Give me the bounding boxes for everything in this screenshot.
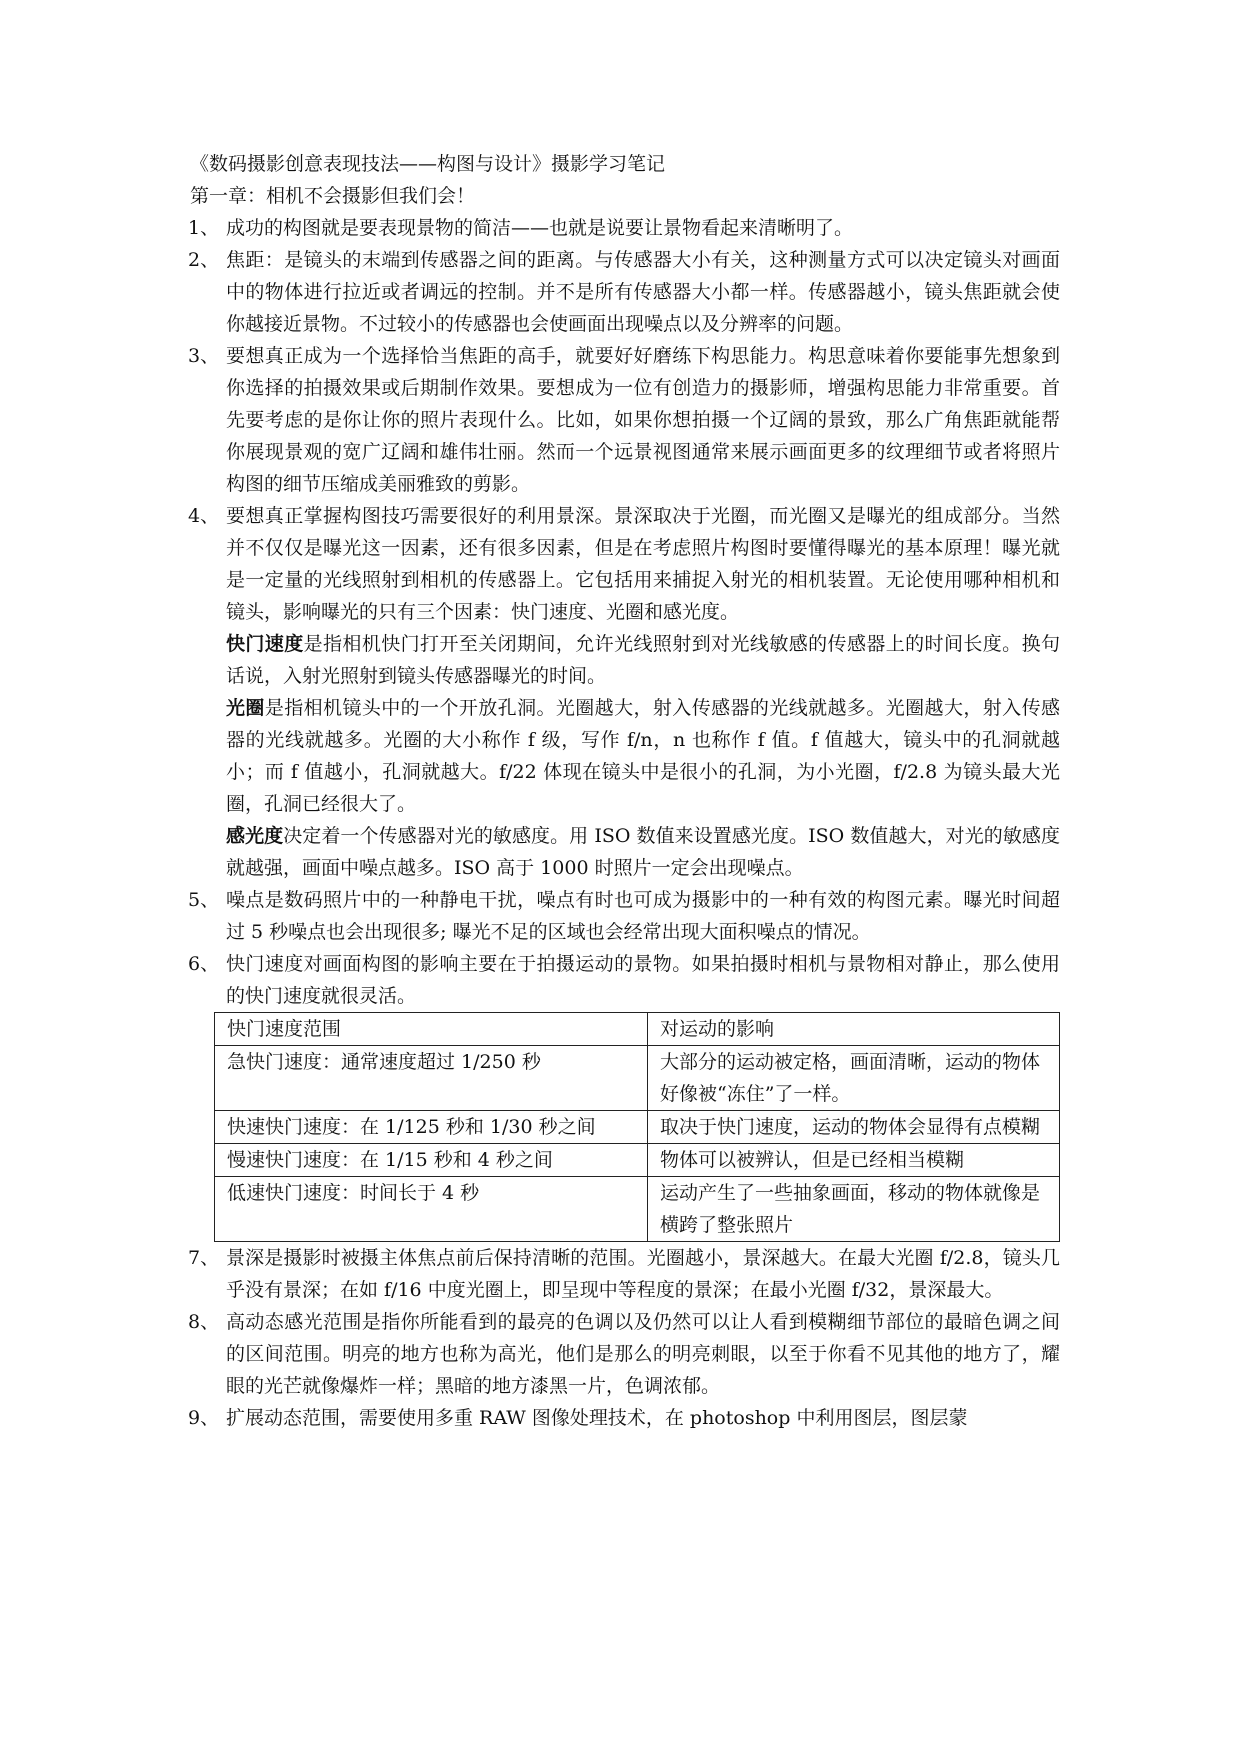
item-text: 要想真正掌握构图技巧需要很好的利用景深。景深取决于光圈，而光圈又是曝光的组成部分。当然并不仅仅是曝光这一因素，还有很多因素，但是在考虑照片构图时要懂得曝光的基本原理！曝光就是一定量的光线照射到相机的传感器上。它包括用来捕捉入射光的相机装置。无论使用哪种相机和镜头，影响曝光的只有三个因素：快门速度、光圈和感光度。 (226, 505, 1060, 623)
item-number: 7、 (188, 1247, 220, 1269)
shutter-speed-table (214, 1012, 1060, 1242)
item-text: 景深是摄影时被摄主体焦点前后保持清晰的范围。光圈越小，景深越大。在最大光圈 f/2.8，镜头几乎没有景深；在如 f/16 中度光圈上，即呈现中等程度的景深；在最小光圈 f/32，景深最大。 (226, 1247, 1060, 1301)
item-text: 噪点是数码照片中的一种静电干扰，噪点有时也可成为摄影中的一种有效的构图元素。曝光时间超过 5 秒噪点也会出现很多; 曝光不足的区域也会经常出现大面积噪点的情况。 (226, 889, 1060, 943)
item-number: 5、 (188, 889, 220, 911)
definition-text: 是指相机快门打开至关闭期间，允许光线照射到对光线敏感的传感器上的时间长度。换句话说，入射光照射到镜头传感器曝光的时间。 (226, 633, 1060, 687)
definition-aperture (190, 692, 1060, 820)
item-text: 要想真正成为一个选择恰当焦距的高手，就要好好磨练下构思能力。构思意味着你要能事先想象到你选择的拍摄效果或后期制作效果。要想成为一位有创造力的摄影师，增强构思能力非常重要。首先要考虑的是你让你的照片表现什么。比如，如果你想拍摄一个辽阔的景致，那么广角焦距就能帮你展现景观的宽广辽阔和雄伟壮丽。然而一个远景视图通常来展示画面更多的纹理细节或者将照片构图的细节压缩成美丽雅致的剪影。 (226, 345, 1060, 495)
item-text: 高动态感光范围是指你所能看到的最亮的色调以及仍然可以让人看到模糊细节部位的最暗色调之间的区间范围。明亮的地方也称为高光，他们是那么的明亮刺眼，以至于你看不见其他的地方了，耀眼的光芒就像爆炸一样；黑暗的地方漆黑一片，色调浓郁。 (226, 1311, 1060, 1397)
definition-text: 是指相机镜头中的一个开放孔洞。光圈越大，射入传感器的光线就越多。光圈越大，射入传感器的光线就越多。光圈的大小称作 f 级，写作 f/n，n 也称作 f 值。f 值越大，镜头中的孔洞就越小；而 f 值越小，孔洞就越大。f/22 体现在镜头中是很小的孔洞，为小光圈，f/2.8 为镜头最大光圈，孔洞已经很大了。 (226, 697, 1060, 815)
item-number: 6、 (188, 953, 220, 975)
table-header-cell: 对运动的影响 (648, 1013, 1060, 1046)
item-number: 1、 (188, 217, 220, 239)
table-header-row (215, 1013, 1060, 1046)
table-header-cell: 快门速度范围 (215, 1013, 648, 1046)
item-text: 扩展动态范围，需要使用多重 RAW 图像处理技术，在 photoshop 中利用图层，图层蒙 (226, 1407, 968, 1429)
item-number: 9、 (188, 1407, 220, 1429)
list-item (190, 212, 1060, 244)
list-item (190, 948, 1060, 1012)
table-cell: 急快门速度：通常速度超过 1/250 秒 (215, 1046, 648, 1111)
item-number: 3、 (188, 345, 220, 367)
definition-shutter-speed (190, 628, 1060, 692)
table-cell: 取决于快门速度，运动的物体会显得有点模糊 (648, 1111, 1060, 1144)
definition-term: 感光度 (226, 825, 284, 847)
chapter-heading: 第一章：相机不会摄影但我们会！ (190, 185, 476, 207)
definition-text: 决定着一个传感器对光的敏感度。用 ISO 数值来设置感光度。ISO 数值越大，对光的敏感度就越强，画面中噪点越多。ISO 高于 1000 时照片一定会出现噪点。 (226, 825, 1060, 879)
table-cell: 慢速快门速度：在 1/15 秒和 4 秒之间 (215, 1144, 648, 1177)
table-cell: 物体可以被辨认，但是已经相当模糊 (648, 1144, 1060, 1177)
item-text: 快门速度对画面构图的影响主要在于拍摄运动的景物。如果拍摄时相机与景物相对静止，那么使用的快门速度就很灵活。 (226, 953, 1060, 1007)
table-cell: 低速快门速度：时间长于 4 秒 (215, 1177, 648, 1242)
list-item (190, 1402, 1060, 1434)
definition-term: 快门速度 (226, 633, 304, 655)
definition-iso (190, 820, 1060, 884)
list-item (190, 884, 1060, 948)
item-number: 8、 (188, 1311, 220, 1333)
item-number: 4、 (188, 505, 220, 527)
item-number: 2、 (188, 249, 220, 271)
table-row (215, 1144, 1060, 1177)
list-item (190, 340, 1060, 500)
table-cell: 大部分的运动被定格，画面清晰，运动的物体好像被“冻住”了一样。 (648, 1046, 1060, 1111)
list-item (190, 244, 1060, 340)
item-text: 成功的构图就是要表现景物的简洁——也就是说要让景物看起来清晰明了。 (226, 217, 854, 239)
table-row (215, 1177, 1060, 1242)
definition-term: 光圈 (226, 697, 265, 719)
table-row (215, 1111, 1060, 1144)
list-item (190, 1306, 1060, 1402)
document-title: 《数码摄影创意表现技法——构图与设计》摄影学习笔记 (190, 153, 666, 175)
list-item (190, 1242, 1060, 1306)
document-body (190, 148, 1060, 1434)
list-item (190, 500, 1060, 628)
table-cell: 运动产生了一些抽象画面，移动的物体就像是横跨了整张照片 (648, 1177, 1060, 1242)
table-cell: 快速快门速度：在 1/125 秒和 1/30 秒之间 (215, 1111, 648, 1144)
table-row (215, 1046, 1060, 1111)
item-text: 焦距：是镜头的末端到传感器之间的距离。与传感器大小有关，这种测量方式可以决定镜头对画面中的物体进行拉近或者调远的控制。并不是所有传感器大小都一样。传感器越小，镜头焦距就会使你越接近景物。不过较小的传感器也会使画面出现噪点以及分辨率的问题。 (226, 249, 1060, 335)
